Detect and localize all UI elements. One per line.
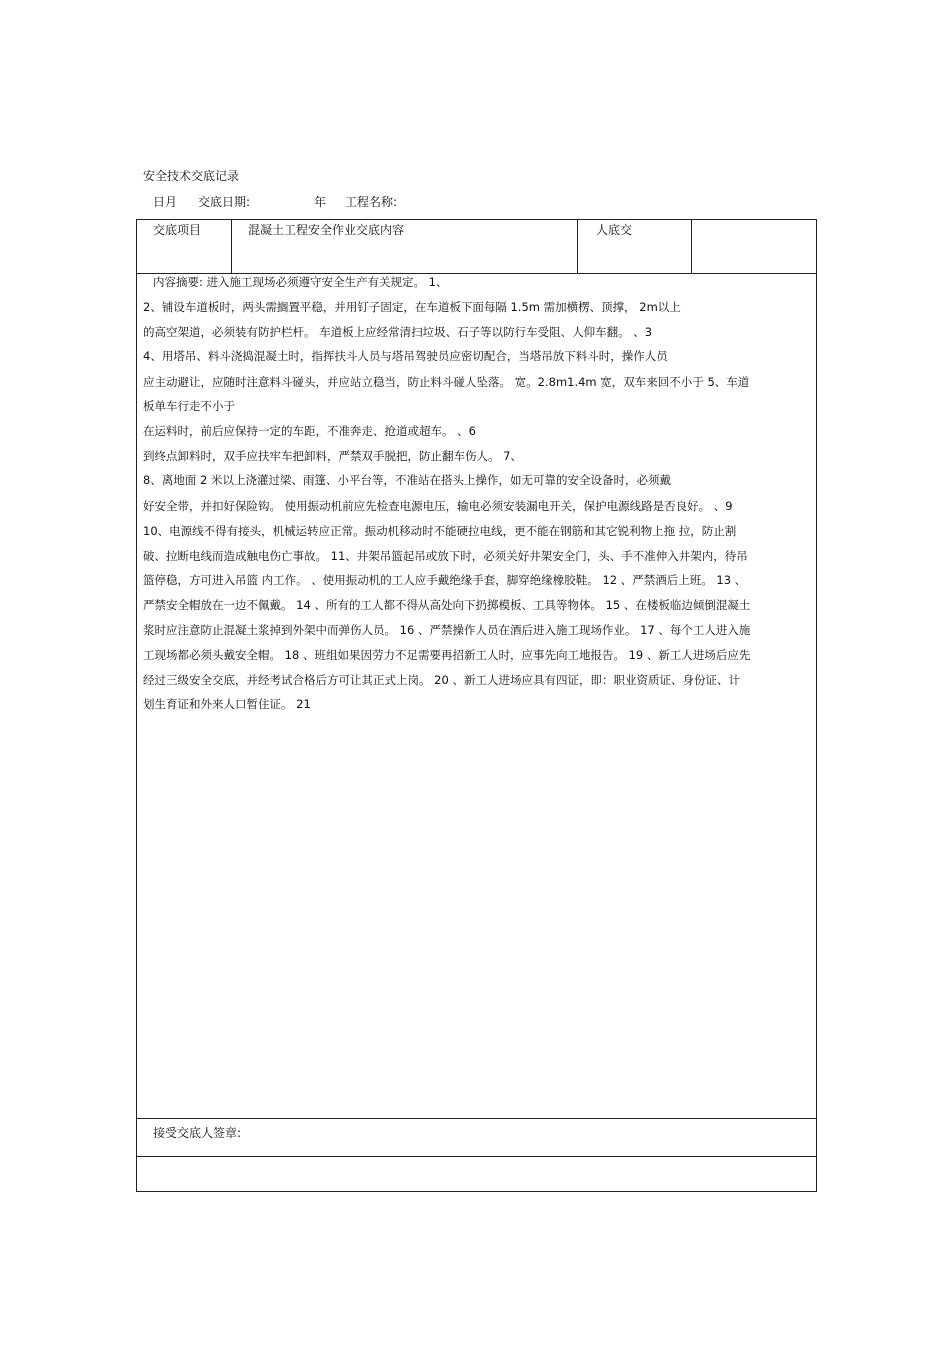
content-line: 浆时应注意防止混凝土浆掉到外架中而弹伤人员。 16 、严禁操作人员在酒后进入施工现场作业。 17 、每个工人进入施 xyxy=(143,623,751,637)
content-line: 在运料时，前后应保持一定的车距，不准奔走、抢道或超车。 、6 xyxy=(143,424,476,438)
content-line: 好安全带，并扣好保险钩。 使用振动机前应先检查电源电压，输电必须安装漏电开关，保护电源线路是否良好。 、9 xyxy=(143,499,733,513)
content-line: 划生育证和外来人口暂住证。 21 xyxy=(143,697,311,711)
content-line: 10、电源线不得有接头，机械运转应正常。振动机移动时不能硬拉电线，更不能在钢筋和其它锐利物上拖 拉，防止割 xyxy=(143,524,737,538)
column-divider xyxy=(231,220,232,273)
content-line: 破、拉断电线而造成触电伤亡事故。 11、井架吊篮起吊或放下时，必须关好井架安全门，头、手不准伸入井架内，待吊 xyxy=(143,549,748,563)
content-body xyxy=(141,274,813,1119)
content-line: 到终点卸料时，双手应扶牢车把卸料，严禁双手脱把，防止翻车伤人。 7、 xyxy=(143,449,522,463)
content-line: 应主动避让，应随时注意料斗碰头，并应站立稳当，防止料斗碰人坠落。 宽。2.8m1.4m 宽，双车来回不小于 5、车道 xyxy=(143,375,750,389)
document-title: 安全技术交底记录 xyxy=(143,169,240,183)
date-part-label: 日月 xyxy=(153,195,178,209)
content-line: 工现场都必须头戴安全帽。 18 、班组如果因劳力不足需要再招新工人时，应事先向工地报告。 19 、新工人进场后应先 xyxy=(143,648,751,662)
item-label: 交底项目 xyxy=(153,223,202,237)
content-line: 严禁安全帽放在一边不佩戴。 14 、所有的工人都不得从高处向下扔掷模板、工具等物体。 15 、在楼板临边倾倒混凝土 xyxy=(143,598,751,612)
content-line: 篮停稳，方可进入吊篮 内工作。 、使用振动机的工人应手戴绝缘手套，脚穿绝缘橡胶鞋。 12 、严禁酒后上班。 13 、 xyxy=(143,573,747,587)
signature-area[interactable] xyxy=(137,1157,816,1191)
project-name-label: 工程名称: xyxy=(345,195,398,209)
column-divider xyxy=(691,220,692,273)
year-label: 年 xyxy=(314,195,327,209)
content-line: 经过三级安全交底，并经考试合格后方可让其正式上岗。 20 、新工人进场应具有四证，即：职业资质证、身份证、计 xyxy=(143,673,740,687)
content-line: 的高空架道，必须装有防护栏杆。 车道板上应经常清扫垃圾、石子等以防行车受阻、人仰车翻。 、3 xyxy=(143,325,653,339)
content-line: 板单车行走不小于 xyxy=(143,399,235,413)
date-label: 交底日期: xyxy=(198,195,251,209)
content-line: 2、铺设车道板时，两头需搁置平稳，并用钉子固定，在车道板下面每隔 1.5m 需加横楞、顶撑， 2m以上 xyxy=(143,300,681,314)
content-line: 8、离地面 2 米以上浇灌过梁、雨篷、小平台等，不准站在搭头上操作，如无可靠的安全设备时，必须戴 xyxy=(143,473,671,487)
person-label: 人底交 xyxy=(596,223,633,237)
content-line: 内容摘要: 进入施工现场必须遵守安全生产有关规定。 1、 xyxy=(153,275,448,289)
column-divider xyxy=(577,220,578,273)
content-line: 4、用塔吊、料斗浇捣混凝土时，指挥扶斗人员与塔吊驾驶员应密切配合，当塔吊放下料斗时，操作人员 xyxy=(143,349,668,363)
item-value: 混凝土工程安全作业交底内容 xyxy=(248,223,405,237)
signature-label: 接受交底人签章: xyxy=(153,1126,242,1140)
signature-divider xyxy=(137,1118,816,1119)
safety-record-table xyxy=(136,219,817,1192)
